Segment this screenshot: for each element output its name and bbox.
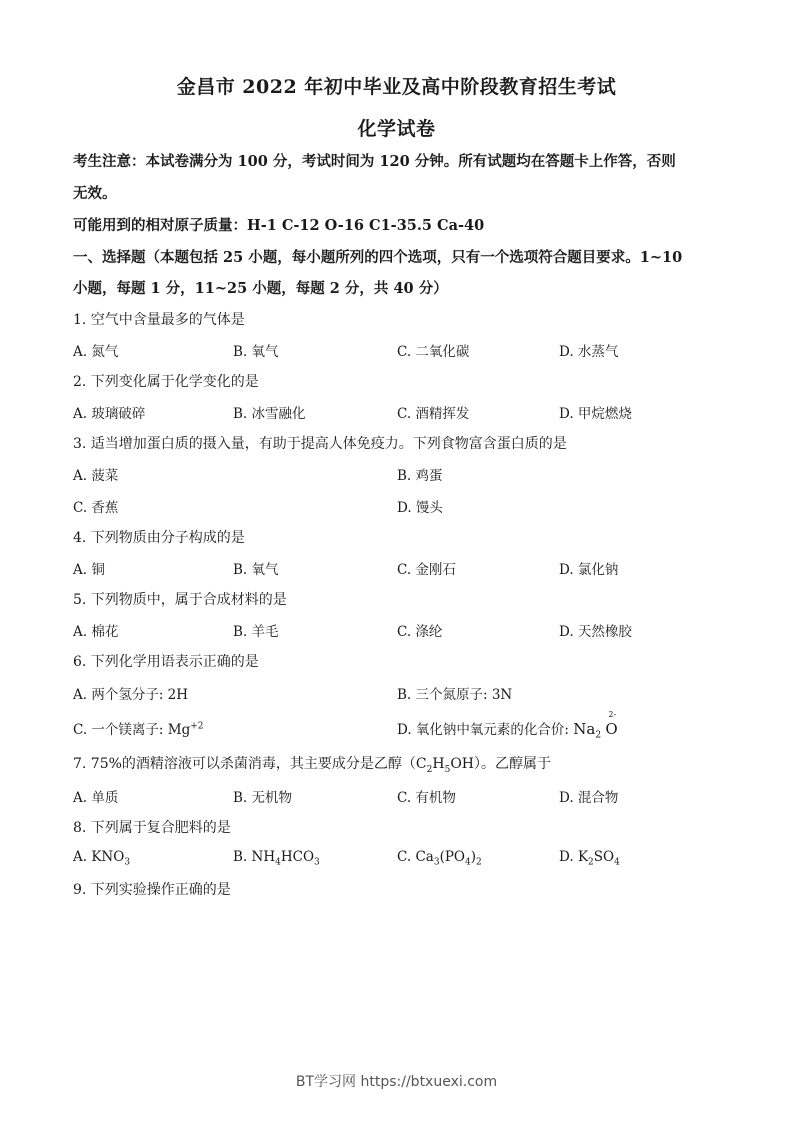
question-7-option-a: A. 单质 [73,790,119,806]
question-7-stem [73,753,551,773]
question-2-option-d: D. 甲烷燃烧 [559,406,632,422]
question-7-option-b: B. 无机物 [233,790,293,806]
question-8-option-b [233,849,320,868]
formula-subscript: 4 [275,857,281,868]
formula-subscript: 3 [314,857,320,868]
formula-subscript: 3 [433,857,440,868]
formula-subscript: 3 [124,857,131,868]
formula-part: SO [593,849,615,865]
question-7-option-d: D. 混合物 [559,790,619,806]
formula-part: (PO [439,849,465,865]
formula-subscript: 4 [614,857,620,868]
formula-part: NH [251,849,276,865]
question-1-option-a: A. 氮气 [73,344,119,360]
question-4-option-c: C. 金刚石 [397,562,456,578]
hydrogen-subscript: 5 [444,764,451,775]
question-1-stem: 1. 空气中含量最多的气体是 [73,312,245,328]
question-3-stem: 3. 适当增加蛋白质的摄入量，有助于提高人体免疫力。下列食物富含蛋白质的是 [73,436,567,452]
question-4-stem: 4. 下列物质由分子构成的是 [73,530,245,546]
question-6-option-b: B. 三个氮原子: 3N [397,687,513,703]
question-7-option-c: C. 有机物 [397,790,456,806]
question-5-option-a: A. 棉花 [73,624,119,640]
question-2-option-b: B. 冰雪融化 [233,406,306,422]
question-6-option-c-text: C. 一个镁离子: Mg [73,722,191,738]
question-7-stem-suffix: OH）。乙醇属于 [450,756,552,772]
oxygen-symbol: O [605,720,618,738]
hydrogen-symbol: H [432,756,445,772]
option-label: A. [73,849,92,865]
exam-title: 金昌市 2022 年初中毕业及高中阶段教育招生考试 [176,76,617,98]
formula-subscript: 2 [476,857,482,868]
question-6-option-d [397,710,618,741]
question-5-option-c: C. 涤纶 [397,624,443,640]
oxygen-with-valence [605,710,618,738]
formula-part: K [577,849,589,865]
notice-line-2: 无效。 [73,185,117,202]
question-4-option-b: B. 氧气 [233,562,279,578]
section-heading-line-2: 小题，每题 1 分，11~25 小题，每题 2 分，共 40 分） [73,280,448,297]
question-3-option-b: B. 鸡蛋 [397,468,443,484]
exam-subtitle: 化学试卷 [357,118,436,140]
site-watermark: BT学习网 https://btxuexi.com [295,1074,498,1090]
carbon-subscript: 2 [426,764,433,775]
option-label: B. [233,849,252,865]
sodium-subscript: 2 [595,730,602,741]
question-2-option-a: A. 玻璃破碎 [73,406,146,422]
notice-line-1: 考生注意：本试卷满分为 100 分，考试时间为 120 分钟。所有试题均在答题卡上作答，否则 [73,153,676,170]
question-3-option-d: D. 馒头 [397,500,443,516]
question-3-option-c: C. 香蕉 [73,500,119,516]
question-4-option-a: A. 铜 [73,562,105,578]
formula-part: KNO [91,849,125,865]
sodium-symbol: Na [573,720,596,738]
question-1-option-b: B. 氧气 [233,344,279,360]
question-5-stem: 5. 下列物质中，属于合成材料的是 [73,592,287,608]
question-9-stem: 9. 下列实验操作正确的是 [73,882,231,898]
question-5-option-d: D. 天然橡胶 [559,624,632,640]
question-8-option-a [73,849,131,868]
section-heading-line-1: 一、选择题（本题包括 25 小题，每小题所列的四个选项，只有一个选项符合题目要求。1~10 [73,249,683,266]
atomic-masses: 可能用到的相对原子质量：H-1 C-12 O-16 C1-35.5 Ca-40 [73,217,485,234]
formula-part: Ca [415,849,434,865]
option-label: D. [559,849,578,865]
question-2-option-c: C. 酒精挥发 [397,406,470,422]
formula-part: HCO [280,849,315,865]
question-2-stem: 2. 下列变化属于化学变化的是 [73,374,259,390]
magnesium-charge: +2 [190,721,204,732]
oxygen-valence: 2- [608,710,617,719]
question-6-option-d-text: D. 氧化钠中氧元素的化合价: [397,722,574,738]
question-8-stem: 8. 下列属于复合肥料的是 [73,820,231,836]
formula-subscript: 4 [464,857,471,868]
question-6-option-a: A. 两个氢分子: 2H [73,687,189,703]
question-7-stem-prefix: 7. 75%的酒精溶液可以杀菌消毒，其主要成分是乙醇（C [73,756,427,772]
question-4-option-d: D. 氯化钠 [559,562,619,578]
question-8-option-c [397,849,482,868]
question-1-option-d: D. 水蒸气 [559,344,619,360]
question-6-option-c [73,718,204,738]
question-6-stem: 6. 下列化学用语表示正确的是 [73,654,259,670]
question-8-option-d [559,849,620,868]
question-3-option-a: A. 菠菜 [73,468,119,484]
question-5-option-b: B. 羊毛 [233,624,279,640]
question-1-option-c: C. 二氧化碳 [397,344,470,360]
formula-subscript: 2 [588,857,594,868]
formula-part: ) [470,849,476,865]
option-label: C. [397,849,416,865]
